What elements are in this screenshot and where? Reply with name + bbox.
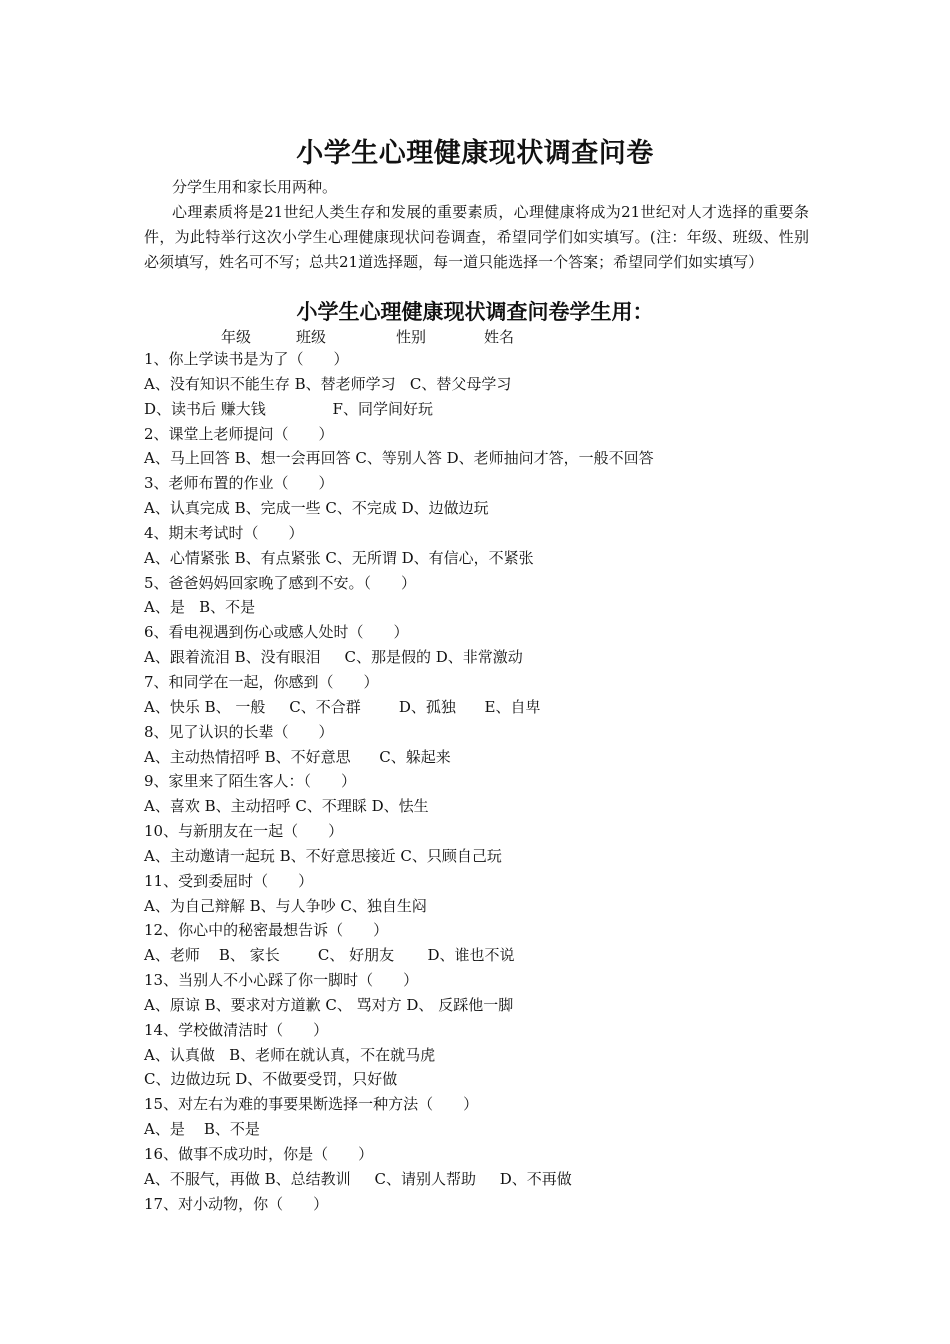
answer-options: A、马上回答 B、想一会再回答 C、等别人答 D、老师抽问才答，一般不回答 xyxy=(144,449,654,468)
answer-options: A、喜欢 B、主动招呼 C、不理睬 D、怯生 xyxy=(144,797,429,816)
question-text: 8、见了认识的长辈（ ） xyxy=(144,722,334,741)
question-text: 9、家里来了陌生客人：（ ） xyxy=(144,772,357,791)
answer-options: A、跟着流泪 B、没有眼泪 C、那是假的 D、非常激动 xyxy=(144,648,523,667)
answer-options: D、读书后 赚大钱 F、同学间好玩 xyxy=(144,399,433,418)
question-text: 11、受到委屈时（ ） xyxy=(144,871,314,890)
gender-label: 性别 xyxy=(396,328,427,346)
question-text: 14、学校做清洁时（ ） xyxy=(144,1020,329,1039)
questionnaire-subtitle: 小学生心理健康现状调查问卷学生用： xyxy=(296,299,654,324)
class-label: 班级 xyxy=(296,328,327,346)
grade-label: 年级 xyxy=(221,328,252,346)
answer-options: A、主动热情招呼 B、不好意思 C、躲起来 xyxy=(144,747,451,766)
question-text: 1、你上学读书是为了（ ） xyxy=(144,350,349,368)
question-text: 7、和同学在一起，你感到（ ） xyxy=(144,672,379,691)
answer-options: A、主动邀请一起玩 B、不好意思接近 C、只顾自己玩 xyxy=(144,846,502,865)
question-text: 2、课堂上老师提问（ ） xyxy=(144,424,334,443)
answer-options: A、不服气，再做 B、总结教训 C、请别人帮助 D、不再做 xyxy=(144,1169,572,1188)
answer-options: A、认真做 B、老师在就认真，不在就马虎 xyxy=(144,1045,436,1064)
question-text: 17、对小动物，你（ ） xyxy=(144,1194,329,1213)
answer-options: A、老师 B、 家长 C、 好朋友 D、谁也不说 xyxy=(144,946,515,965)
question-text: 4、期末考试时（ ） xyxy=(144,523,304,542)
answer-options: A、是 B、不是 xyxy=(144,1120,260,1139)
question-text: 6、看电视遇到伤心或感人处时（ ） xyxy=(144,623,409,642)
student-info-fields xyxy=(0,325,950,349)
question-text: 5、爸爸妈妈回家晚了感到不安。（ ） xyxy=(144,573,417,592)
intro-paragraph: 心理素质将是21世纪人类生存和发展的重要素质，心理健康将成为21世纪对人才选择的重要条件，为此特举行这次小学生心理健康现状问卷调查，希望同学们如实填写。(注：年级、班级、性别必须填写，姓名可不写；总共21道选择题，每一道只能选择一个答案；希望同学们如实填写） xyxy=(144,203,809,271)
answer-options: A、原谅 B、要求对方道歉 C、 骂对方 D、 反踩他一脚 xyxy=(144,995,514,1014)
name-label: 姓名 xyxy=(484,328,515,346)
answer-options: A、是 B、不是 xyxy=(144,598,256,617)
question-list xyxy=(144,347,824,1217)
answer-options: A、认真完成 B、完成一些 C、不完成 D、边做边玩 xyxy=(144,499,489,518)
answer-options: A、快乐 B、 一般 C、不合群 D、孤独 E、自卑 xyxy=(144,697,541,716)
question-text: 15、对左右为难的事要果断选择一种方法（ ） xyxy=(144,1095,479,1114)
answer-options: C、边做边玩 D、不做要受罚，只好做 xyxy=(144,1070,398,1089)
answer-options: A、为自己辩解 B、与人争吵 C、独自生闷 xyxy=(144,896,427,915)
question-text: 12、你心中的秘密最想告诉（ ） xyxy=(144,921,389,940)
question-text: 16、做事不成功时，你是（ ） xyxy=(144,1145,374,1163)
answer-options: A、没有知识不能生存 B、替老师学习 C、替父母学习 xyxy=(144,374,512,393)
question-text: 13、当别人不小心踩了你一脚时（ ） xyxy=(144,971,419,990)
question-text: 10、与新朋友在一起（ ） xyxy=(144,822,344,841)
document-title: 小学生心理健康现状调查问卷 xyxy=(296,138,654,169)
question-text: 3、老师布置的作业（ ） xyxy=(144,474,334,493)
answer-options: A、心情紧张 B、有点紧张 C、无所谓 D、有信心，不紧张 xyxy=(144,548,534,567)
intro-note: 分学生用和家长用两种。 xyxy=(172,178,338,196)
